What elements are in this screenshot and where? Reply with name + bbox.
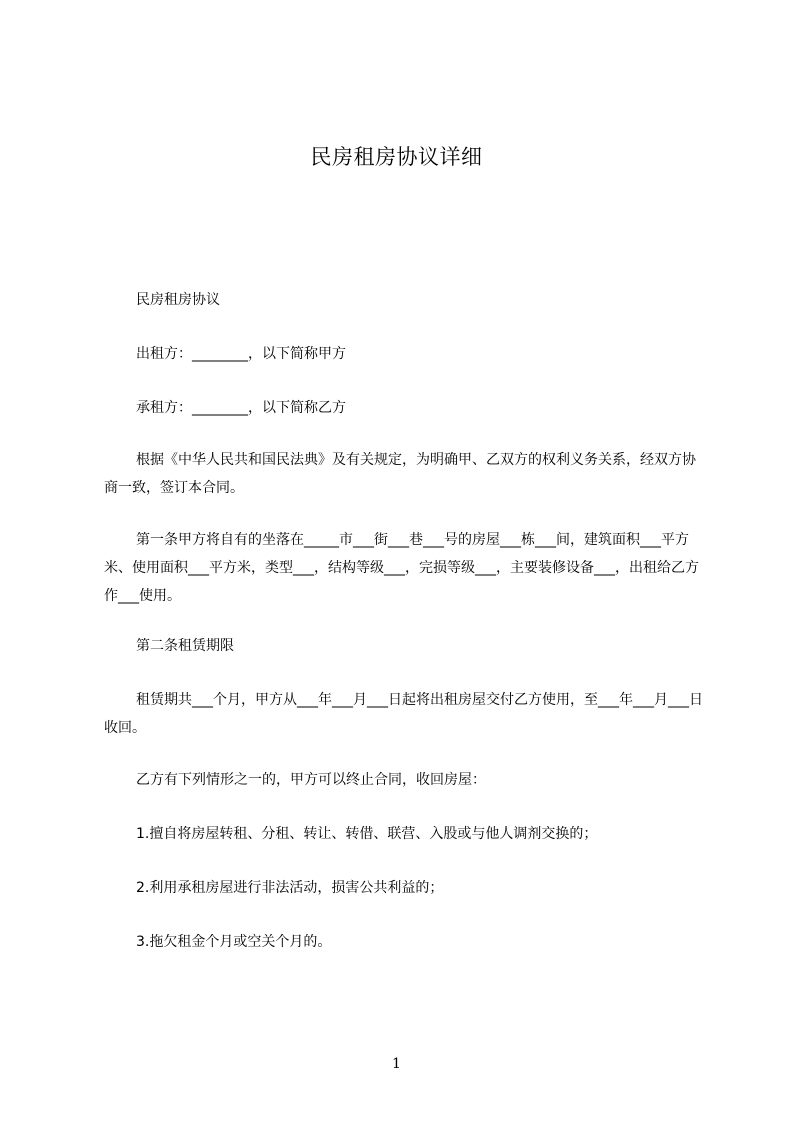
paragraph-termination-conditions: 乙方有下列情形之一的，甲方可以终止合同，收回房屋：: [136, 772, 486, 788]
paragraph-condition-1: 1.擅自将房屋转租、分租、转让、转借、联营、入股或与他人调剂交换的；: [136, 826, 598, 842]
paragraph-legal-basis: 根据《中华人民共和国民法典》及有关规定，为明确甲、乙双方的权利义务关系，经双方协商一致，签订本合同。: [104, 452, 696, 496]
paragraph-agreement-heading: 民房租房协议: [136, 292, 220, 308]
paragraph-condition-2: 2.利用承租房屋进行非法活动，损害公共利益的；: [136, 880, 444, 896]
page-number: 1: [392, 1056, 401, 1072]
paragraph-article-1: 第一条甲方将自有的坐落在_____市___街___巷___号的房屋___栋___间，建筑面积___平方米、使用面积___平方米，类型___，结构等级___，完损等级___，主要装修设备___，出租给乙方作___使用。: [104, 532, 699, 604]
paragraph-article-2-heading: 第二条租赁期限: [136, 638, 234, 654]
paragraph-condition-3: 3.拖欠租金个月或空关个月的。: [136, 934, 332, 950]
document-title: 民房租房协议详细: [310, 145, 483, 169]
paragraph-lease-term: 租赁期共___个月，甲方从___年___月___日起将出租房屋交付乙方使用，至___年___月___日收回。: [104, 692, 703, 736]
paragraph-lessee: 承租方：________，以下简称乙方: [136, 400, 346, 416]
paragraph-lessor: 出租方：________，以下简称甲方: [136, 346, 346, 362]
